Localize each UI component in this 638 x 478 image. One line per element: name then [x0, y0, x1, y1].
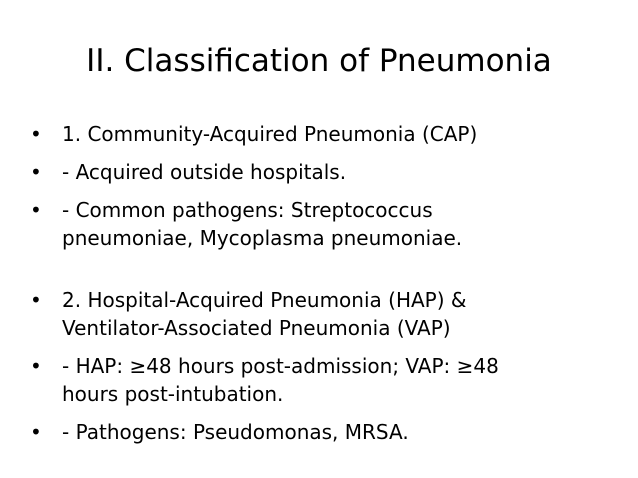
list-item [30, 196, 630, 252]
bullet-dot: • [30, 198, 42, 222]
list-item [30, 120, 630, 148]
bullet-text: pneumoniae, Mycoplasma pneumoniae. [62, 226, 463, 250]
bullet-text: - HAP: ≥48 hours post-admission; VAP: ≥48 [62, 354, 499, 378]
bullet-dot: • [30, 288, 42, 312]
bullet-dot: • [30, 160, 42, 184]
bullet-text: 1. Community-Acquired Pneumonia (CAP) [62, 122, 478, 146]
list-item [30, 158, 630, 186]
list-item [30, 418, 630, 446]
bullet-text: - Common pathogens: Streptococcus [62, 198, 433, 222]
bullet-dot: • [30, 420, 42, 444]
list-item [30, 286, 630, 342]
bullet-list [30, 120, 630, 456]
bullet-text: Ventilator-Associated Pneumonia (VAP) [62, 316, 451, 340]
bullet-text: hours post-intubation. [62, 382, 284, 406]
bullet-dot: • [30, 354, 42, 378]
bullet-text: - Acquired outside hospitals. [62, 160, 347, 184]
slide-title: II. Classification of Pneumonia [86, 43, 552, 79]
bullet-text: - Pathogens: Pseudomonas, MRSA. [62, 420, 409, 444]
bullet-text: 2. Hospital-Acquired Pneumonia (HAP) & [62, 288, 467, 312]
bullet-dot: • [30, 122, 42, 146]
list-item [30, 352, 630, 408]
